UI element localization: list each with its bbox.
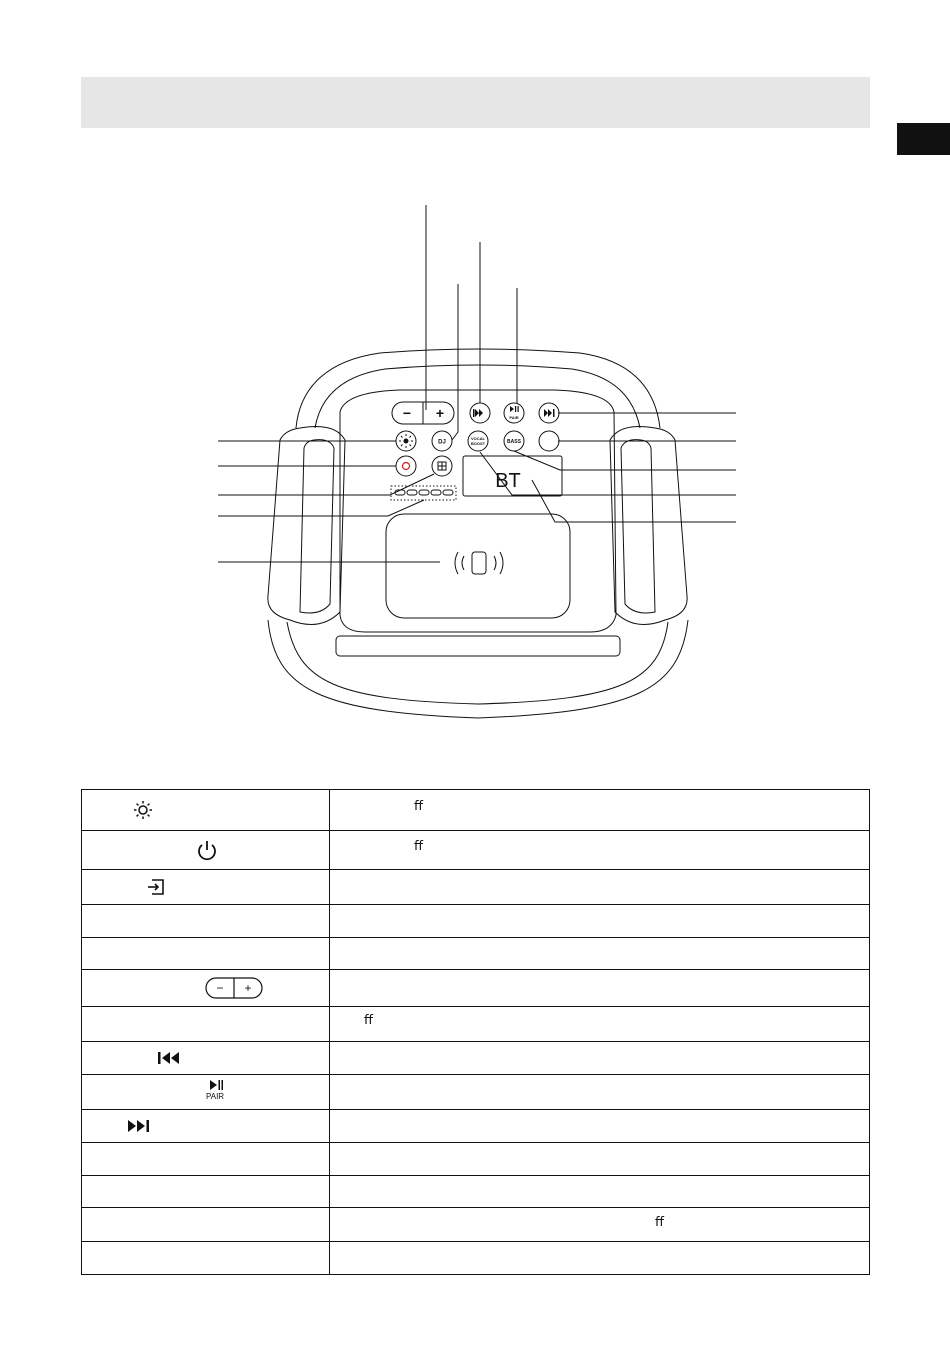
volume-minus-icon: − (216, 981, 224, 995)
outer-handle-inner (287, 365, 668, 704)
power-button (396, 456, 416, 476)
bass-label: BASS (507, 439, 521, 445)
next-track-icon (126, 1119, 150, 1133)
wireless-charging-icon (455, 552, 503, 574)
ligature-glyph: ﬀ (364, 1012, 373, 1027)
section-header-bar (81, 77, 870, 128)
input-button (539, 431, 559, 451)
outer-handle (268, 349, 688, 718)
table-row (82, 970, 870, 1007)
volume-minus-label: − (402, 405, 412, 421)
button-function-table (81, 789, 870, 1275)
table-row (82, 1242, 870, 1275)
ligature-glyph: ﬀ (414, 798, 423, 813)
power-icon (196, 839, 218, 861)
volume-plus-icon: + (244, 981, 252, 995)
vocal-label-line1: VOCAL (471, 436, 485, 441)
pair-label: PAIR (206, 1092, 225, 1101)
input-source-icon (146, 878, 166, 896)
bottom-slot (336, 636, 620, 656)
table-row (82, 790, 870, 831)
volume-plus-label: + (435, 405, 445, 421)
table-row (82, 831, 870, 870)
table-row (82, 905, 870, 938)
table-row (82, 938, 870, 970)
table-row (82, 870, 870, 905)
table-row (82, 1143, 870, 1176)
wireless-charging-pad (386, 514, 570, 618)
light-icon (133, 800, 153, 820)
control-panel-outline (340, 390, 616, 632)
play-pair-button (504, 403, 524, 423)
previous-track-icon (157, 1051, 181, 1065)
table-row (82, 1176, 870, 1208)
volume-rocker-icon (205, 977, 263, 999)
vocal-label-line2: BOOST (470, 441, 486, 446)
play-pause-icon (207, 1079, 225, 1091)
ligature-glyph: ﬀ (414, 838, 423, 853)
indicator-leds-box (391, 486, 456, 500)
speaker-top-panel-diagram (0, 180, 950, 740)
ligature-glyph: ﬀ (655, 1214, 664, 1229)
language-tab (897, 123, 950, 155)
right-grip-inner (621, 440, 655, 613)
dj-label: DJ (438, 439, 446, 446)
table-row (82, 1110, 870, 1143)
table-row (82, 1042, 870, 1075)
display-text: BT (495, 470, 521, 492)
table-row (82, 1075, 870, 1110)
table-row (82, 1208, 870, 1242)
table-row (82, 1007, 870, 1042)
pair-label: PAIR (509, 415, 519, 420)
